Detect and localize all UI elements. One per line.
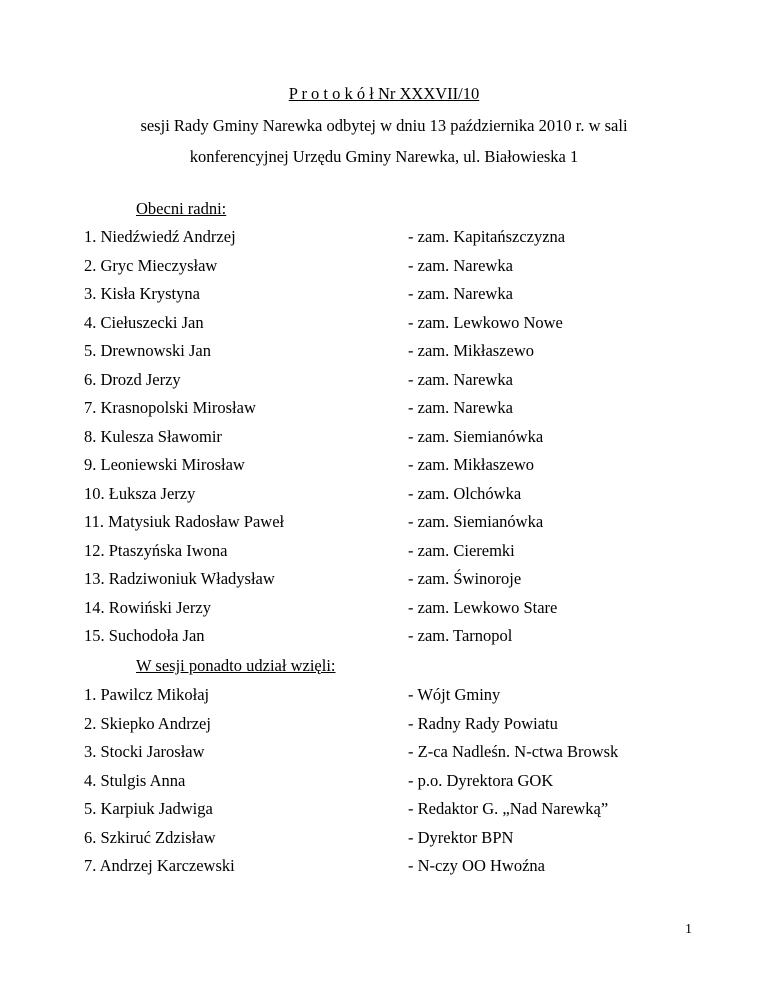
councillor-name: 2. Gryc Mieczysław: [84, 255, 218, 275]
list-item: [84, 256, 684, 285]
list-item: [84, 598, 684, 627]
councillor-residence: - zam. Kapitańszczyzna: [408, 227, 566, 246]
councillor-residence: - zam. Mikłaszewo: [408, 455, 534, 474]
councillor-name: 4. Ciełuszecki Jan: [84, 312, 204, 332]
list-item: [84, 771, 684, 800]
list-item: [84, 341, 684, 370]
list-item: [84, 370, 684, 399]
list-item: [84, 626, 684, 655]
list-item: [84, 313, 684, 342]
participant-name: 7. Andrzej Karczewski: [84, 856, 235, 875]
participant-role: - N-czy OO Hwoźna: [408, 856, 545, 875]
councillor-name: 12. Ptaszyńska Iwona: [84, 540, 228, 560]
councillor-residence: - zam. Lewkowo Stare: [408, 597, 558, 617]
list-item: [84, 512, 684, 541]
list-item: [84, 742, 684, 771]
councillor-name: 13. Radziwoniuk Władysław: [84, 569, 275, 588]
list-item: [84, 484, 684, 513]
councillor-residence: - zam. Siemianówka: [408, 512, 544, 531]
list-item: [84, 284, 684, 313]
list-item: [84, 799, 684, 828]
present-councillors-list: [84, 227, 684, 655]
councillor-name: 7. Krasnopolski Mirosław: [84, 398, 256, 417]
participant-role: - Dyrektor BPN: [408, 827, 514, 847]
councillor-residence: - zam. Narewka: [408, 398, 513, 417]
councillor-residence: - zam. Narewka: [408, 369, 513, 389]
participant-role: - Radny Rady Powiatu: [408, 713, 558, 733]
councillor-residence: - zam. Olchówka: [408, 483, 522, 503]
councillor-name: 3. Kisła Krystyna: [84, 284, 200, 303]
document-subtitle-line-1: sesji Rady Gminy Narewka odbytej w dniu 13 października 2010 r. w sali: [140, 116, 628, 135]
councillor-name: 10. Łuksza Jerzy: [84, 483, 196, 503]
councillor-residence: - zam. Lewkowo Nowe: [408, 312, 563, 332]
participant-role: - Wójt Gminy: [408, 685, 501, 704]
councillor-residence: - zam. Siemianówka: [408, 426, 544, 446]
other-participants-list: [84, 685, 684, 885]
councillor-residence: - zam. Cieremki: [408, 540, 515, 560]
councillor-name: 11. Matysiuk Radosław Paweł: [84, 512, 285, 531]
councillor-name: 8. Kulesza Sławomir: [84, 426, 222, 446]
participant-name: 2. Skiepko Andrzej: [84, 713, 211, 733]
councillor-name: 6. Drozd Jerzy: [84, 369, 181, 389]
list-item: [84, 569, 684, 598]
councillor-name: 1. Niedźwiedź Andrzej: [84, 227, 236, 246]
document-title: P r o t o k ó ł Nr XXXVII/10: [288, 84, 480, 103]
participant-name: 3. Stocki Jarosław: [84, 742, 205, 761]
other-participants-heading: W sesji ponadto udział wzięli:: [136, 656, 336, 675]
list-item: [84, 685, 684, 714]
councillor-residence: - zam. Świnoroje: [408, 569, 522, 588]
participant-role: - Redaktor G. „Nad Narewką”: [408, 799, 609, 818]
councillor-name: 14. Rowiński Jerzy: [84, 597, 211, 617]
participant-name: 4. Stulgis Anna: [84, 770, 186, 790]
list-item: [84, 541, 684, 570]
councillor-name: 5. Drewnowski Jan: [84, 341, 211, 360]
participant-name: 5. Karpiuk Jadwiga: [84, 799, 213, 818]
councillor-residence: - zam. Mikłaszewo: [408, 341, 534, 360]
participant-name: 6. Szkiruć Zdzisław: [84, 827, 216, 847]
list-item: [84, 427, 684, 456]
document-subtitle-line-2: konferencyjnej Urzędu Gminy Narewka, ul. Białowieska 1: [189, 147, 579, 166]
councillor-residence: - zam. Narewka: [408, 284, 513, 303]
list-item: [84, 856, 684, 885]
page-number: 1: [685, 922, 692, 937]
list-item: [84, 455, 684, 484]
participant-role: - Z-ca Nadleśn. N-ctwa Browsk: [408, 742, 619, 761]
list-item: [84, 398, 684, 427]
present-councillors-heading: Obecni radni:: [136, 199, 227, 218]
list-item: [84, 714, 684, 743]
participant-name: 1. Pawilcz Mikołaj: [84, 685, 210, 704]
participant-role: - p.o. Dyrektora GOK: [408, 770, 554, 790]
councillor-name: 9. Leoniewski Mirosław: [84, 455, 245, 474]
councillor-residence: - zam. Tarnopol: [408, 626, 513, 645]
list-item: [84, 828, 684, 857]
list-item: [84, 227, 684, 256]
councillor-residence: - zam. Narewka: [408, 255, 513, 275]
councillor-name: 15. Suchodoła Jan: [84, 626, 205, 645]
